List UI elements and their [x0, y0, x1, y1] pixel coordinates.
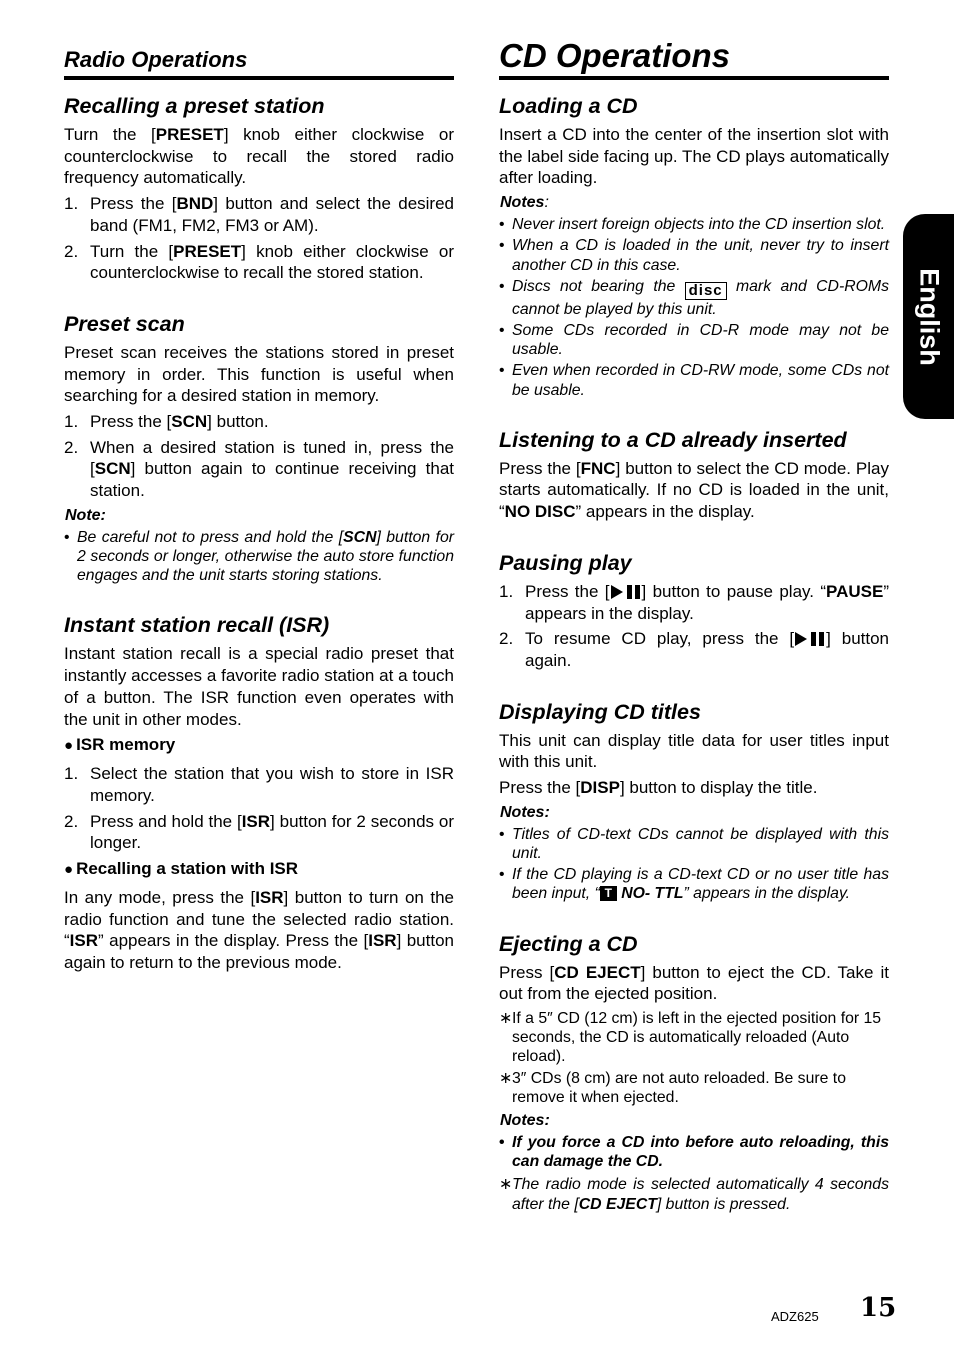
play-pause-icon: [610, 584, 642, 600]
play-pause-icon: [794, 631, 826, 647]
titles-notes: [499, 825, 889, 904]
preset-scan-steps: [64, 411, 454, 502]
model-number: ADZ625: [771, 1309, 819, 1324]
isr-recall-heading: ● Recalling a station with ISR: [64, 859, 299, 879]
list-item: 2. When a desired station is tuned in, press the [SCN] button again to continue receiving that station.: [64, 437, 454, 501]
list-item: 1. Press the [BND] button and select the desired band (FM1, FM2, FM3 or AM).: [64, 194, 454, 235]
preset-scan-heading: Preset scan: [64, 311, 185, 336]
list-item: • Discs not bearing the disc mark and CD-ROMs cannot be played by this unit.: [499, 277, 889, 318]
notes-label: Notes:: [500, 803, 550, 821]
left-rule: [64, 76, 454, 80]
loading-heading: Loading a CD: [499, 94, 638, 118]
left-body: [64, 92, 454, 978]
eject-heading: Ejecting a CD: [499, 931, 638, 956]
pausing-steps: [499, 581, 889, 672]
notes-label: Notes:: [500, 194, 549, 212]
list-item: ∗ 3″ CDs (8 cm) are not auto reloaded. Be sure to remove it when ejected.: [499, 1069, 846, 1106]
recall-heading: Recalling a preset station: [64, 94, 325, 118]
listening-text: Press the [FNC] button to select the CD mode. Play starts automatically. If no CD is loaded in the unit, “NO DISC” appears in the display.: [499, 458, 889, 522]
list-item: 1. Press the [SCN] button.: [64, 412, 269, 432]
isr-intro: Instant station recall is a special radio preset that instantly accesses a favorite radio station at a touch of a button. The ISR function even operates with the unit in other modes.: [64, 644, 454, 729]
notes-label: Notes:: [500, 1112, 550, 1129]
list-item: ∗ If a 5″ CD (12 cm) is left in the ejected position for 15 seconds, the CD is automatically reloaded (Auto reload).: [499, 1009, 882, 1066]
list-item: 2. Press and hold the [ISR] button for 2 seconds or longer.: [64, 811, 454, 853]
eject-last-notes: [499, 1175, 889, 1213]
list-item: • Never insert foreign objects into the CD insertion slot.: [499, 216, 886, 234]
title-icon: T: [600, 886, 617, 901]
right-rule: [499, 76, 889, 80]
listening-heading: Listening to a CD already inserted: [499, 427, 847, 452]
list-item: 2. Turn the [PRESET] knob either clockwise or counterclockwise to recall the stored station.: [64, 241, 454, 283]
language-tab: English: [903, 214, 954, 419]
list-item: • Titles of CD-text CDs cannot be displayed with this unit.: [499, 825, 889, 862]
titles-intro: This unit can display title data for user titles input with this unit.: [499, 730, 889, 772]
eject-star-notes: [499, 1009, 889, 1107]
compact-disc-logo-icon: disc: [685, 282, 727, 300]
pausing-heading: Pausing play: [499, 550, 632, 575]
preset-scan-notes: [64, 528, 454, 586]
isr-memory-heading: ● ISR memory: [64, 735, 176, 755]
list-item: ∗ The radio mode is selected automatically 4 seconds after the [CD EJECT] button is pressed.: [499, 1176, 889, 1213]
list-item: • Even when recorded in CD-RW mode, some CDs not be usable.: [499, 362, 889, 399]
eject-bold-notes: [499, 1133, 889, 1171]
list-item: 2. To resume CD play, press the [ ] button again.: [499, 629, 890, 670]
list-item: • If you force a CD into before auto reloading, this can damage the CD.: [499, 1134, 889, 1171]
bullet-icon: ●: [64, 737, 74, 755]
list-item: • If the CD playing is a CD-text CD or no user title has been input, “ T NO- TTL” appears in the display.: [499, 866, 889, 903]
titles-heading: Displaying CD titles: [499, 699, 701, 724]
bullet-icon: ●: [64, 861, 74, 879]
isr-memory-steps: [64, 763, 454, 854]
page-number: 15: [860, 1293, 897, 1323]
list-item: • When a CD is loaded in the unit, never try to insert another CD in this case.: [499, 237, 889, 274]
list-item: 1. Select the station that you wish to store in ISR memory.: [64, 764, 454, 805]
titles-disp: Press the [DISP] button to display the title.: [499, 778, 818, 798]
loading-notes: [499, 215, 889, 400]
right-body: [499, 92, 889, 1218]
list-item: • Be careful not to press and hold the [SCN] button for 2 seconds or longer, otherwise the auto store function engages and the unit starts storing stations.: [64, 528, 454, 585]
recall-intro: Turn the [PRESET] knob either clockwise or counterclockwise to recall the stored radio frequency automatically.: [64, 125, 454, 188]
isr-recall-text: In any mode, press the [ISR] button to turn on the radio function and tune the selected radio station. “ISR” appears in the display. Press the [ISR] button again to return to the previous mode.: [64, 888, 454, 973]
isr-heading: Instant station recall (ISR): [64, 613, 330, 638]
list-item: 1. Press the [ ] button to pause play. “PAUSE” appears in the display.: [499, 581, 889, 623]
section-title: Radio Operations: [64, 47, 248, 72]
eject-text: Press [CD EJECT] button to eject the CD. Take it out from the ejected position.: [499, 962, 889, 1004]
page-title: CD Operations: [499, 37, 731, 74]
note-label: Note:: [65, 506, 106, 524]
recall-steps: [64, 193, 454, 284]
list-item: • Some CDs recorded in CD-R mode may not be usable.: [499, 321, 889, 359]
loading-intro: Insert a CD into the center of the insertion slot with the label side facing up. The CD plays automatically after loading.: [499, 125, 889, 188]
preset-scan-intro: Preset scan receives the stations stored in preset memory in order. This function is useful when searching for a desired station in memory.: [64, 342, 454, 406]
